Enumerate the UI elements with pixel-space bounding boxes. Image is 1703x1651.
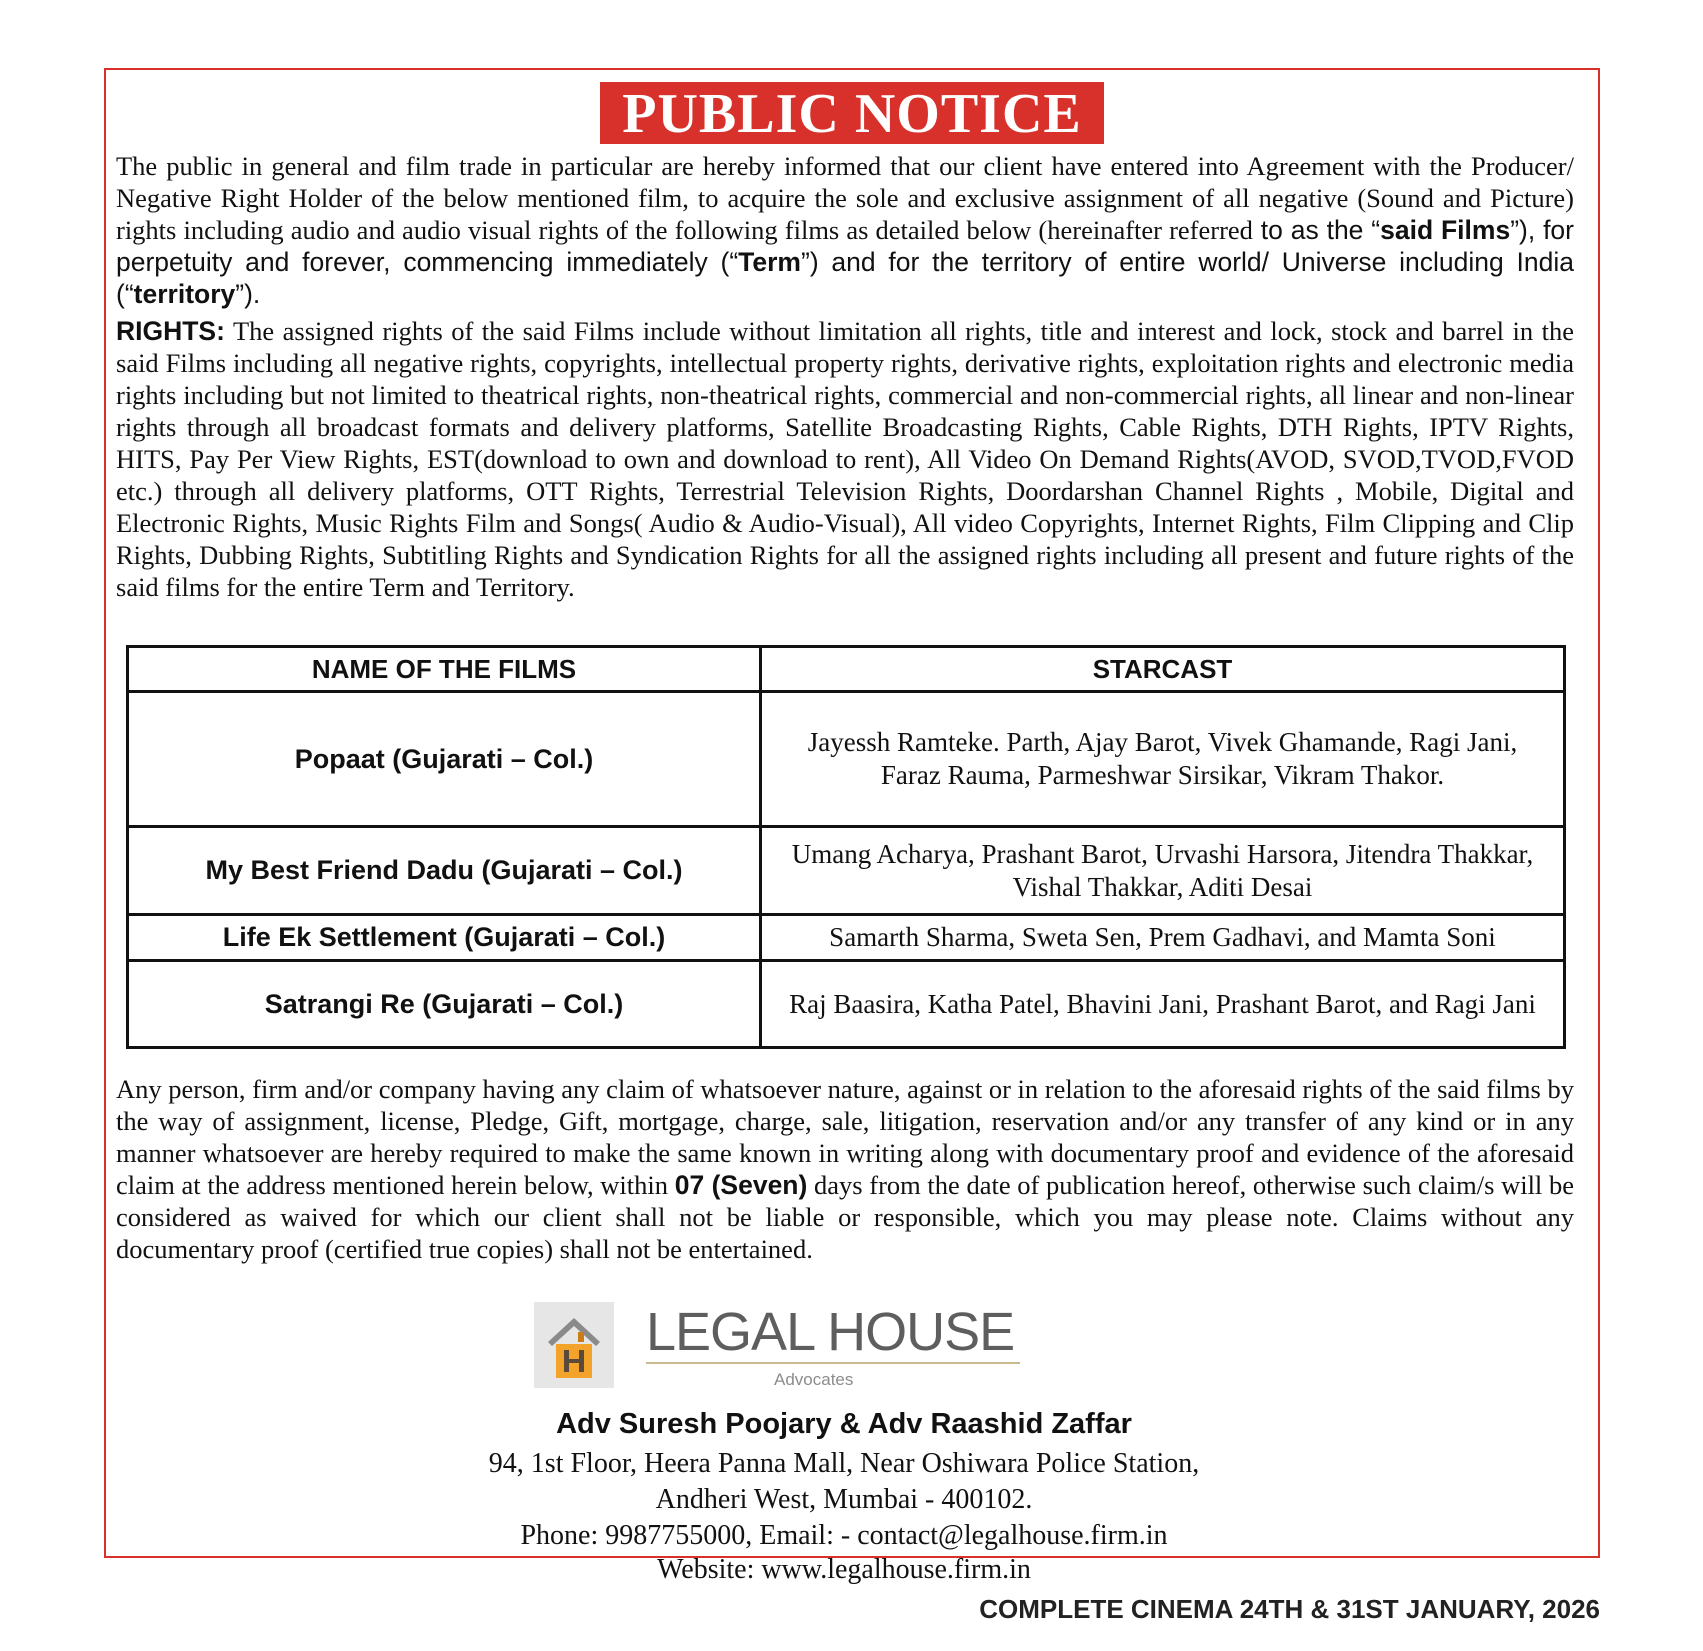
title-wrap <box>106 82 1598 144</box>
film-name: My Best Friend Dadu (Gujarati – Col.) <box>128 827 761 915</box>
address-line-2: Andheri West, Mumbai - 400102. <box>655 1484 1033 1515</box>
table-row <box>128 915 1565 961</box>
logo-divider <box>646 1362 1020 1364</box>
claims-text-a: Any person, firm and/or company having any claim of whatsoever nature, against or in relation to the aforesaid rights of the said films by the way of assignment, license, Pledge, Gift, mortgage, charge, sale, litigation, reservation and/or any transfer of any kind or in any manner whatsoever are hereby required to make the same known in writing along with documentary proof and evidence of the aforesaid claim at the address mentioned herein below, within <box>116 1074 1574 1200</box>
intro-paragraph <box>116 150 1574 310</box>
table-row <box>128 827 1565 915</box>
table-row <box>128 692 1565 827</box>
header-starcast: STARCAST <box>761 647 1565 692</box>
claims-paragraph <box>116 1073 1574 1265</box>
rights-text: The assigned rights of the said Films include without limitation all rights, title and interest and lock, stock and barrel in the said Films including all negative rights, copyrights, intellectual property rights, derivative rights, exploitation rights and electronic media rights including but not limited to theatrical rights, non-theatrical rights, commercial and non-commercial rights, all linear and non-linear rights through all broadcast formats and delivery platforms, Satellite Broadcasting Rights, Cable Rights, DTH Rights, IPTV Rights, HITS, Pay Per View Rights, EST(download to own and download to rent), All Video On Demand Rights(AVOD, SVOD,TVOD,FVOD etc.) through all delivery platforms, OTT Rights, Terrestrial Television Rights, Doordarshan Channel Rights , Mobile, Digital and Electronic Rights, Music Rights Film and Songs( Audio & Audio-Visual), All video Copyrights, Internet Rights, Film Clipping and Clip Rights, Dubbing Rights, Subtitling Rights and Syndication Rights for all the assigned rights including all present and future rights of the said films for the entire Term and Territory. <box>116 316 1574 602</box>
film-starcast: Jayessh Ramteke. Parth, Ajay Barot, Vivek Ghamande, Ragi Jani, Faraz Rauma, Parmeshwar Sirsikar, Vikram Thakor. <box>761 692 1565 827</box>
film-starcast: Samarth Sharma, Sweta Sen, Prem Gadhavi, and Mamta Soni <box>761 915 1565 961</box>
logo-subtitle: Advocates <box>774 1370 854 1389</box>
notice-title: PUBLIC NOTICE <box>600 82 1104 144</box>
films-table <box>126 645 1566 1049</box>
table-header-row <box>128 647 1565 692</box>
intro-text-a: to as the “ <box>1252 215 1381 245</box>
header-films: NAME OF THE FILMS <box>128 647 761 692</box>
said-films-term: said Films <box>1380 215 1511 245</box>
intro-text-c: ”) and for the territory of entire world/ Universe including India (“ <box>116 247 1574 309</box>
film-starcast: Umang Acharya, Prashant Barot, Urvashi Harsora, Jitendra Thakkar, Vishal Thakkar, Aditi Desai <box>761 827 1565 915</box>
film-name: Popaat (Gujarati – Col.) <box>128 692 761 827</box>
intro-text-d: ”). <box>235 279 261 309</box>
rights-label: RIGHTS: <box>116 316 225 346</box>
claims-days: 07 (Seven) <box>674 1170 808 1200</box>
intro-text-b: ”), for perpetuity and forever, commencing immediately (“ <box>116 215 1574 277</box>
legal-house-logo <box>534 1302 1024 1390</box>
notice-frame <box>104 68 1600 1585</box>
house-logo-icon <box>534 1302 614 1388</box>
term-term: Term <box>738 247 801 277</box>
film-name: Satrangi Re (Gujarati – Col.) <box>128 961 761 1048</box>
address-line-1: 94, 1st Floor, Heera Panna Mall, Near Oshiwara Police Station, <box>488 1448 1200 1479</box>
claims-text-b: days from the date of publication hereof, otherwise such claim/s will be considered as waived for which our client shall not be liable or responsible, which you may please note. Claims without any documentary proof (certified true copies) shall not be entertained. <box>116 1170 1574 1264</box>
table-row <box>128 961 1565 1048</box>
territory-term: territory <box>133 279 236 309</box>
film-starcast: Raj Baasira, Katha Patel, Bhavini Jani, Prashant Barot, and Ragi Jani <box>761 961 1565 1048</box>
intro-text: The public in general and film trade in particular are hereby informed that our client have entered into Agreement with the Producer/ Negative Right Holder of the below mentioned film, to acquire the sole and exclusive assignment of all negative (Sound and Picture) rights including audio and audio visual rights of the following films as detailed below (hereinafter referred <box>116 151 1574 245</box>
advocate-names: Adv Suresh Poojary & Adv Raashid Zaffar <box>556 1408 1132 1440</box>
film-name: Life Ek Settlement (Gujarati – Col.) <box>128 915 761 961</box>
phone-email: Phone: 9987755000, Email: - contact@legalhouse.firm.in <box>520 1520 1168 1551</box>
publication-footer: COMPLETE CINEMA 24TH & 31ST JANUARY, 2026 <box>979 1594 1600 1624</box>
rights-paragraph <box>116 315 1574 603</box>
website: Website: www.legalhouse.firm.in <box>657 1554 1031 1585</box>
logo-name: LEGAL HOUSE <box>646 1302 1015 1362</box>
